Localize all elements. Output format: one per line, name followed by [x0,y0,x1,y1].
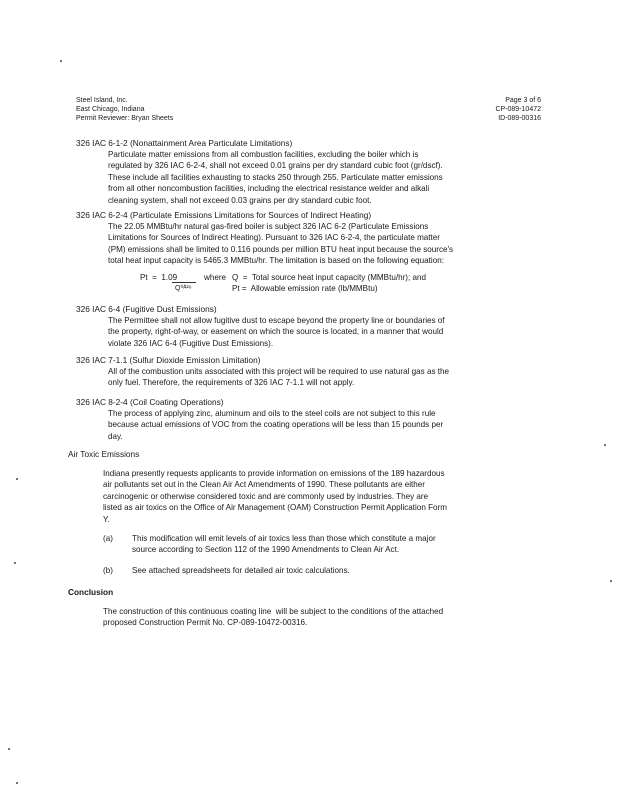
rule-text-6-4: The Permittee shall not allow fugitive dust to escape beyond the property line or boundaries of the property, right-of-way, or easement on which the source is located, in a manner that would violate 326 IAC 6-4 (Fugitive Dust Emissions). [108,316,445,348]
air-toxic-item-a-text: This modification will emit levels of air toxics less than those which constitute a major source according to Section 112 of the 1990 Amendments to Clean Air Act. [132,534,436,555]
scan-speck [14,562,16,564]
equation-denominator: Q⁰ᴬ²⁶ [175,285,192,292]
conclusion-text-line-2 [103,617,307,628]
header-right-line-3: ID-089-00316 [498,115,541,122]
header-left-line-2: East Chicago, Indiana [76,106,145,113]
rule-heading-7-1-1: 326 IAC 7-1.1 (Sulfur Dioxide Emission Limitation) [76,355,261,365]
air-toxic-item-b-text: See attached spreadsheets for detailed air toxic calculations. [132,566,350,575]
scan-speck [16,478,18,480]
rule-text-7-1-1: All of the combustion units associated with this project will be required to use natural gas as the only fuel. Therefore, the requirements of 326 IAC 7-1.1 will not apply. [108,367,450,388]
header-left-line-3: Permit Reviewer: Bryan Sheets [76,115,174,122]
rule-heading-8-2-4: 326 IAC 8-2-4 (Coil Coating Operations) [76,397,224,407]
conclusion-text-line-1: The construction of this continuous coating line will be subject to the conditions of the attached [103,607,444,616]
rule-heading-6-4: 326 IAC 6-4 (Fugitive Dust Emissions) [76,304,217,314]
rule-text-6-1-2: Particulate matter emissions from all combustion facilities, excluding the boiler which is regulated by 326 IAC 6-2-4, shall not exceed 0.01 grains per dry standard cubic foot (gr/dscf). These include all facilities exhausting to stacks 250 through 255. Particulate matter emissions from all other noncombustion facilities, including the electrical resistance welder and alkali cleaning system, shall not exceed 0.03 grains per dry standard cubic foot. [108,150,443,205]
header-right-line-2: CP-089-10472 [495,106,541,113]
conclusion-permit-number: proposed Construction Permit No. CP-089-10472-00316. [103,618,308,627]
scan-speck [16,782,18,784]
header-right-line-1: Page 3 of 6 [505,97,541,104]
section-heading-conclusion: Conclusion [68,587,114,597]
scan-speck [610,580,612,582]
equation-lhs: Pt = 1.09 [140,273,178,282]
air-toxic-text: Indiana presently requests applicants to provide information on emissions of the 189 hazardous air pollutants set out in the Clean Air Act Amendments of 1990. These pollutants are either carcinogenic or otherwise considered toxic and are commonly used by industries. They are listed as air toxics on the Office of Air Management (OAM) Construction Permit Application Form Y. [103,469,447,524]
equation-where: where [204,273,227,282]
air-toxic-item-a-marker: (a) [103,534,113,543]
section-heading-air-toxic: Air Toxic Emissions [68,449,140,459]
air-toxic-item-b-marker: (b) [103,566,113,575]
rule-text-6-2-4: The 22.05 MMBtu/hr natural gas-fired boiler is subject 326 IAC 6-2 (Particulate Emissions Limitations for Sources of Indirect Heating). Pursuant to 326 IAC 6-2-4, the particulate matter (PM) emissions shall be limited to 0.116 pounds per million BTU heat input because the source's total heat input capacity is 5465.3 MMBtu/hr. The limitation is based on the following equation: [108,222,454,266]
rule-text-8-2-4: The process of applying zinc, aluminum and oils to the steel coils are not subject to this rule because actual emissions of VOC from the coating operations will be less than 15 pounds per day. [108,409,444,441]
scan-speck [8,748,10,750]
rule-heading-6-1-2: 326 IAC 6-1-2 (Nonattainment Area Particulate Limitations) [76,138,293,148]
equation-def-q: Q = Total source heat input capacity (MMBtu/hr); and [232,273,426,282]
equation-def-pt: Pt = Allowable emission rate (lb/MMBtu) [232,284,378,293]
scan-speck [60,60,62,62]
scan-speck [604,444,606,446]
rule-heading-6-2-4: 326 IAC 6-2-4 (Particulate Emissions Limitations for Sources of Indirect Heating) [76,210,372,220]
header-left-line-1: Steel Island, Inc. [76,97,128,104]
